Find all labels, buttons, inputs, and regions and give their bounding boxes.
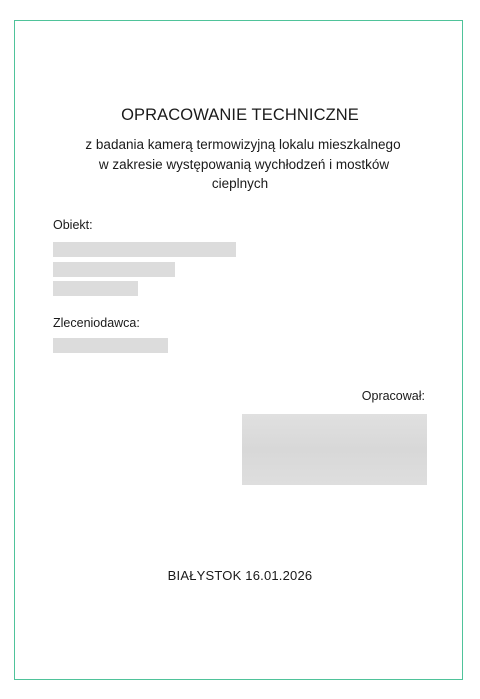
redacted-client-line [53,338,168,353]
redacted-object-line-3 [53,281,138,296]
subtitle-line-1: z badania kamerą termowizyjną lokalu mieszkalnego [85,137,401,152]
redacted-object-line-2 [53,262,175,277]
place-and-date: BIAŁYSTOK 16.01.2026 [167,568,313,583]
redacted-object-line-1 [53,242,236,257]
subtitle-line-3: cieplnych [211,176,269,191]
client-label: Zleceniodawca: [53,316,140,330]
object-label: Obiekt: [53,218,93,232]
author-label: Opracował: [361,389,425,403]
subtitle-line-2: w zakresie występowanią wychłodzeń i mostków [98,157,390,172]
redacted-signature-block [242,414,427,485]
document-title: OPRACOWANIE TECHNICZNE [121,106,359,124]
